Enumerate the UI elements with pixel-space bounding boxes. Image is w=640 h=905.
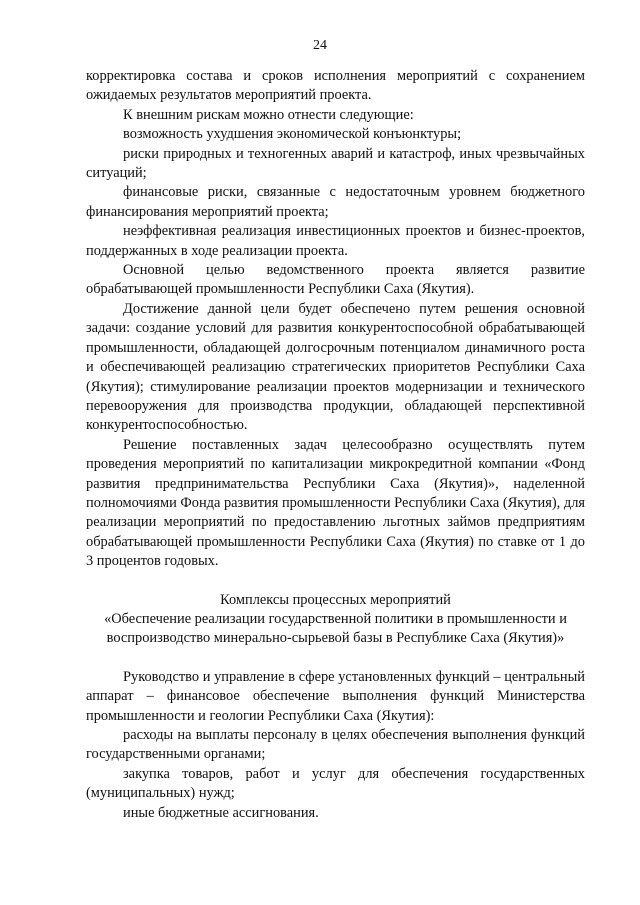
paragraph: возможность ухудшения экономической конъюнктуры; — [123, 126, 462, 143]
body-text-top — [86, 67, 585, 572]
paragraph: риски природных и техногенных аварий и катастроф, иных чрезвычайных ситуаций; — [86, 145, 585, 182]
paragraph: финансовые риски, связанные с недостаточным уровнем бюджетного финансирования мероприятий проекта; — [86, 184, 585, 220]
paragraph: расходы на выплаты персоналу в целях обеспечения выполнения функций государственными органами; — [86, 727, 585, 763]
section-heading — [86, 591, 585, 649]
paragraph: иные бюджетные ассигнования. — [123, 804, 319, 821]
paragraph: закупка товаров, работ и услуг для обеспечения государственных (муниципальных) нужд; — [86, 765, 585, 802]
body-text-bottom — [86, 668, 585, 823]
page-content — [86, 67, 585, 823]
spacer — [86, 649, 585, 668]
section-heading-line-2: «Обеспечение реализации государственной политики в промышленности и — [104, 610, 567, 627]
paragraph: Достижение данной цели будет обеспечено путем решения основной задачи: создание условий для развития конкурентоспособной обрабатывающей промышленности, обладающей долгосрочным потенциалом динамичного роста и обеспечивающей реализацию стратегических приоритетов Республики Саха (Якутия); стимулирование реализации проектов модернизации и технического перевооружения для производства продукции, обладающей перспективной конкурентоспособностью. — [86, 300, 585, 434]
paragraph: Руководство и управление в сфере установленных функций – центральный аппарат – финансовое обеспечение выполнения функций Министерства промышленности и геологии Республики Саха (Якутия): — [86, 668, 585, 724]
paragraph: К внешним рискам можно отнести следующие: — [123, 106, 414, 123]
paragraph: корректировка состава и сроков исполнения мероприятий с сохранением ожидаемых результатов мероприятий проекта. — [86, 68, 585, 104]
paragraph: Решение поставленных задач целесообразно осуществлять путем проведения мероприятий по капитализации микрокредитной компании «Фонд развития предпринимательства Республики Саха (Якутия)», наделенной полномочиями Фонда развития промышленности Республики Саха (Якутия), для реализации мероприятий по предоставлению льготных займов предприятиям обрабатывающей промышленности Республики Саха (Якутия) по ставке от 1 до 3 процентов годовых. — [86, 436, 585, 570]
paragraph: неэффективная реализация инвестиционных проектов и бизнес-проектов, поддержанных в ходе реализации проекта. — [86, 223, 585, 259]
paragraph: Основной целью ведомственного проекта является развитие обрабатывающей промышленности Республики Саха (Якутия). — [86, 262, 585, 298]
page-number: 24 — [313, 38, 327, 53]
section-heading-line-3: воспроизводство минерально-сырьевой базы в Республике Саха (Якутия)» — [106, 630, 565, 647]
section-heading-line-1: Комплексы процессных мероприятий — [220, 591, 451, 608]
